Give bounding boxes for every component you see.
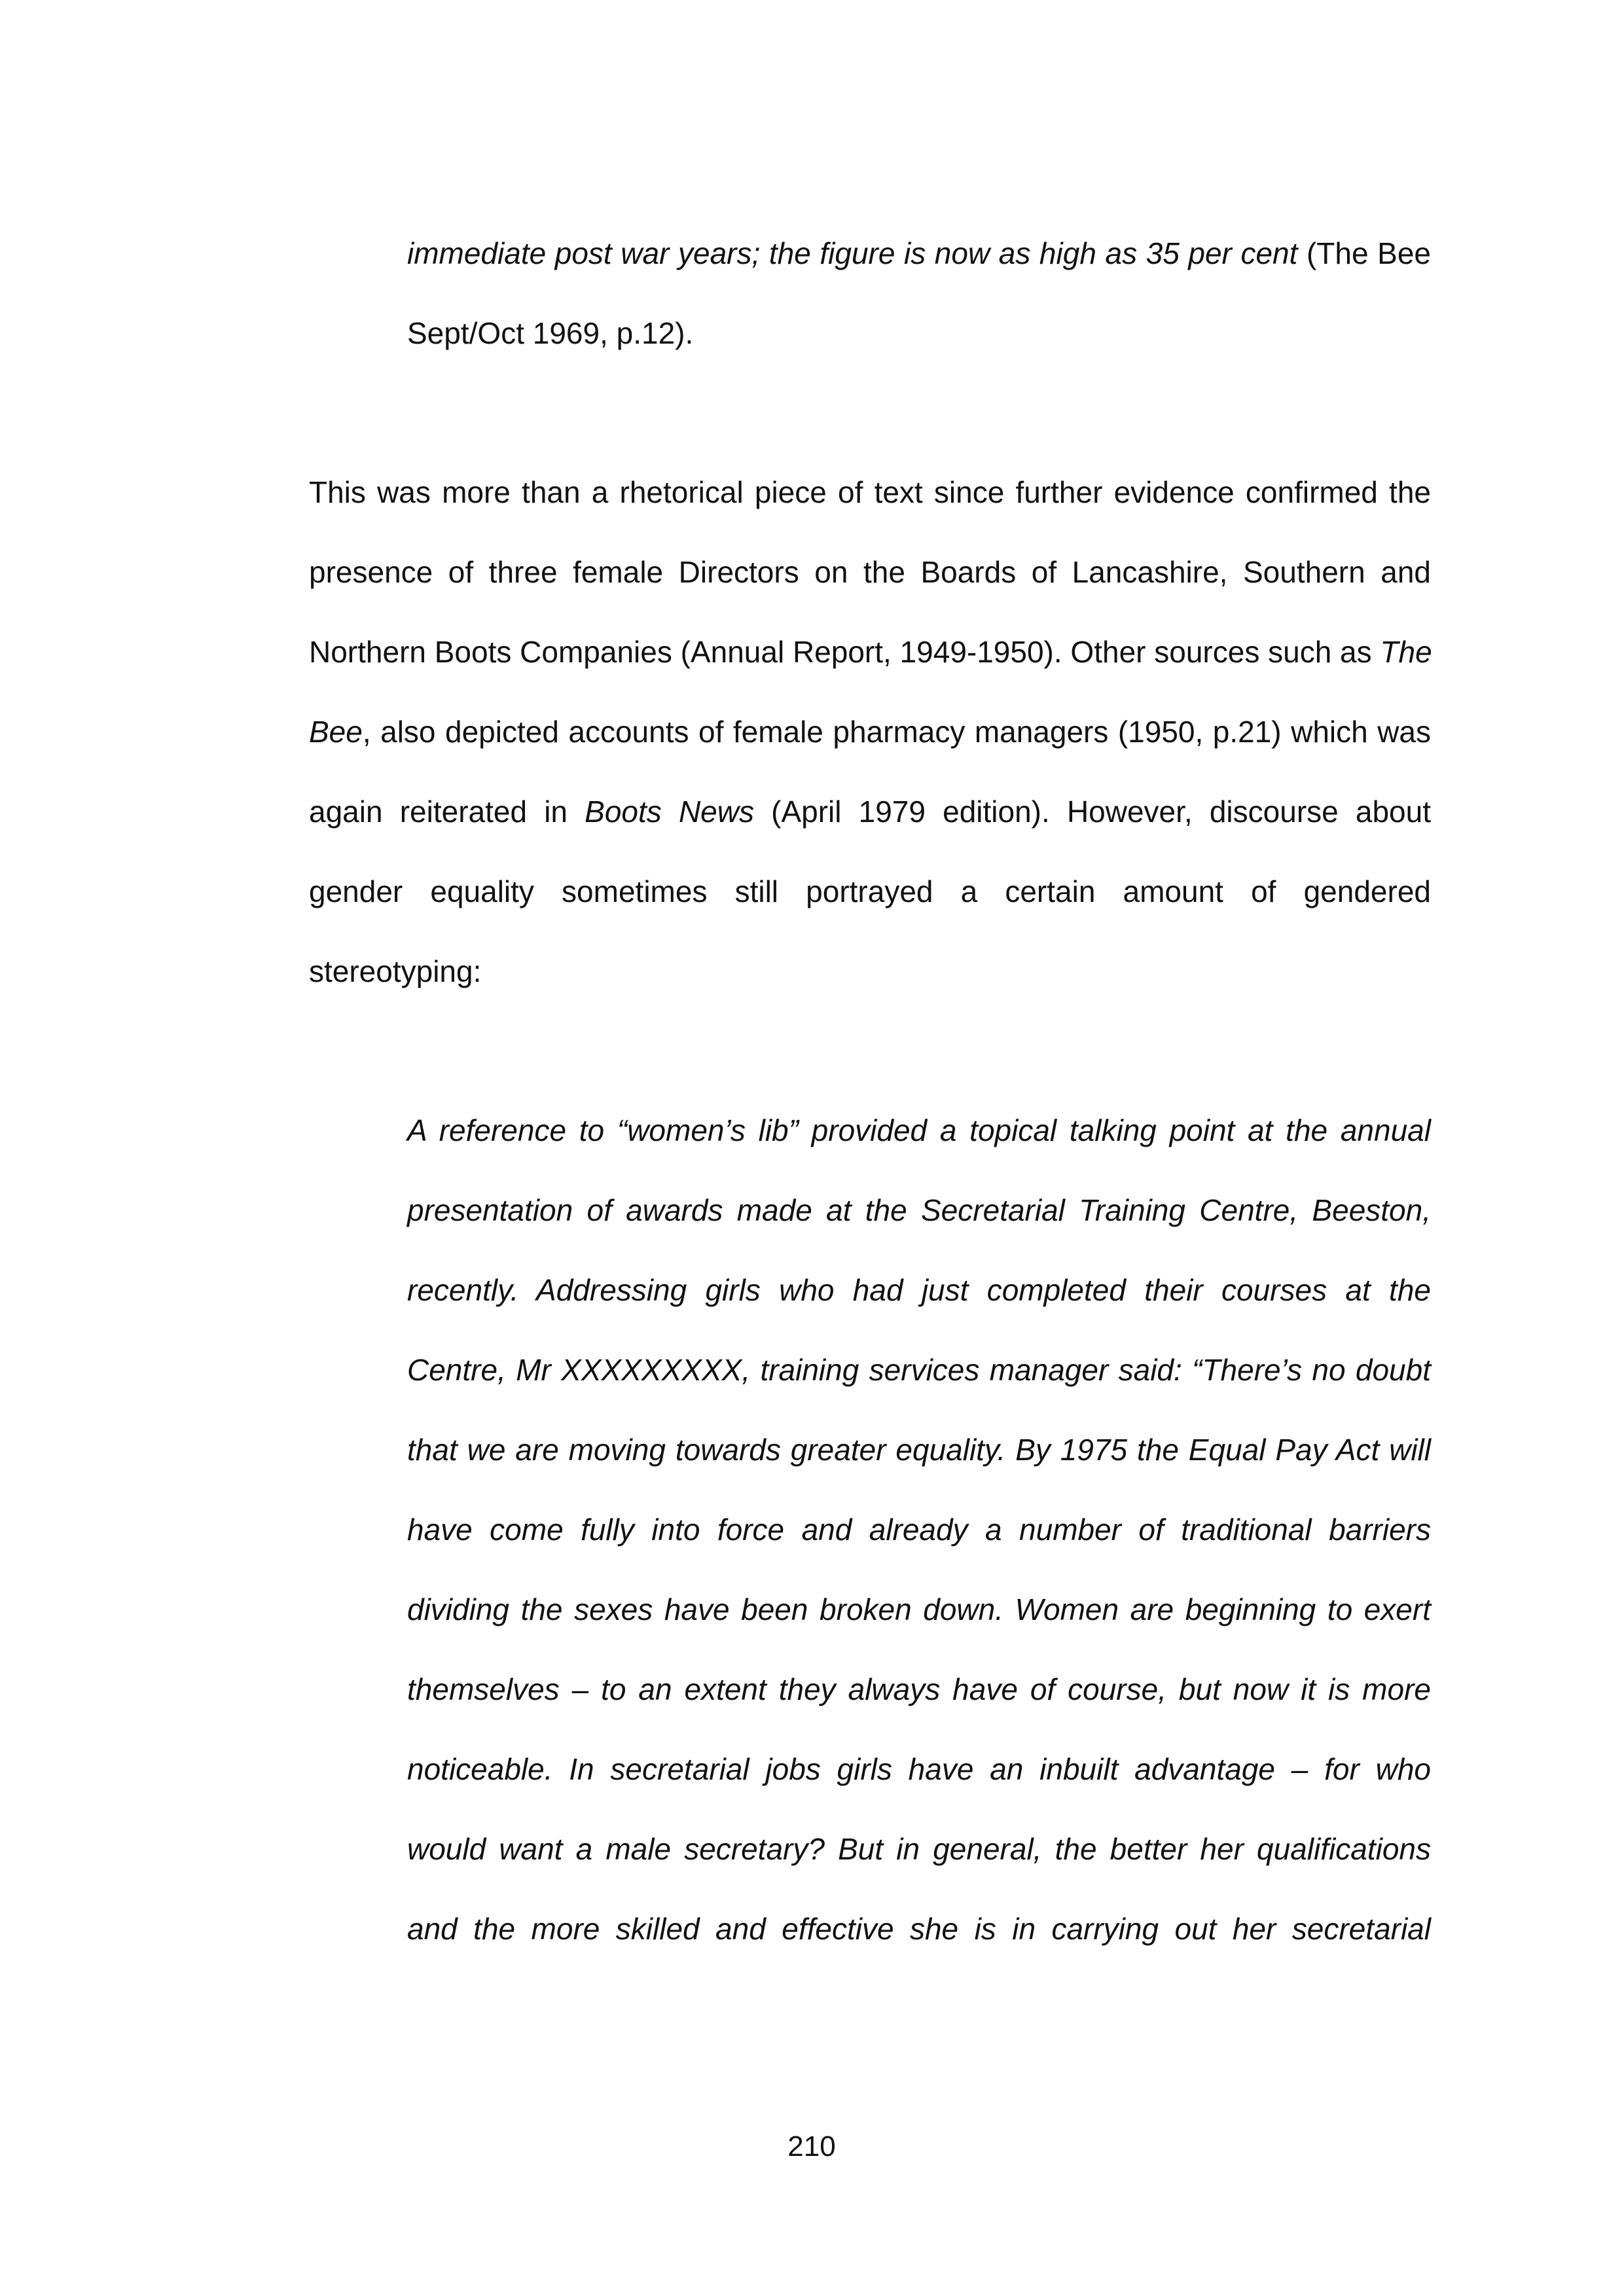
- quote-line-6: have come fully into force and already a number of traditional barriers: [407, 1513, 1431, 1547]
- quote-line-3: recently. Addressing girls who had just completed their courses at the: [407, 1273, 1431, 1307]
- quote-line-2: presentation of awards made at the Secretarial Training Centre, Beeston,: [407, 1193, 1431, 1227]
- paragraph-line-4-italic: Bee: [309, 715, 363, 749]
- paragraph-line-3-text: Northern Boots Companies (Annual Report, 1949-1950). Other sources such as: [309, 635, 1380, 669]
- paragraph-line-5-text-post: (April 1979 edition). However, discourse about: [753, 795, 1431, 829]
- paragraph-line-5: [309, 785, 1431, 838]
- quote-line-11: and the more skilled and effective she is in carrying out her secretarial: [407, 1912, 1431, 1946]
- quote-line-10: would want a male secretary? But in general, the better her qualifications: [407, 1832, 1431, 1866]
- quote-line-8: themselves – to an extent they always have of course, but now it is more: [407, 1672, 1431, 1706]
- quote-line-7: dividing the sexes have been broken down. Women are beginning to exert: [407, 1592, 1431, 1626]
- paragraph-line-2: presence of three female Directors on the Boards of Lancashire, Southern and: [309, 555, 1431, 589]
- quote-top-line-2: Sept/Oct 1969, p.12).: [407, 316, 694, 350]
- quote-top-citation-text: (The Bee: [1297, 236, 1431, 270]
- paragraph-line-4: [309, 706, 1431, 758]
- paragraph-line-1: This was more than a rhetorical piece of text since further evidence confirmed the: [309, 475, 1431, 509]
- quote-line-4: Centre, Mr XXXXXXXXX, training services manager said: “There’s no doubt: [407, 1353, 1431, 1387]
- paragraph-line-3-italic: The: [1380, 635, 1432, 669]
- quote-top-italic-text: immediate post war years; the figure is now as high as 35 per cent: [407, 236, 1298, 270]
- paragraph-line-7: stereotyping:: [309, 954, 482, 988]
- quote-top-line-1: [407, 227, 1431, 279]
- quote-line-5: that we are moving towards greater equality. By 1975 the Equal Pay Act will: [407, 1433, 1431, 1467]
- paragraph-line-4-text: , also depicted accounts of female pharmacy managers (1950, p.21) which was: [362, 715, 1431, 749]
- page-number: 210: [787, 2130, 836, 2162]
- paragraph-line-5-text: again reiterated in: [309, 795, 585, 829]
- quote-line-9: noticeable. In secretarial jobs girls have an inbuilt advantage – for who: [407, 1752, 1431, 1786]
- paragraph-line-3: [309, 626, 1431, 678]
- quote-line-1: A reference to “women’s lib” provided a topical talking point at the annual: [407, 1113, 1431, 1147]
- paragraph-line-6: gender equality sometimes still portrayed a certain amount of gendered: [309, 874, 1431, 908]
- paragraph-line-5-italic: Boots News: [585, 795, 754, 829]
